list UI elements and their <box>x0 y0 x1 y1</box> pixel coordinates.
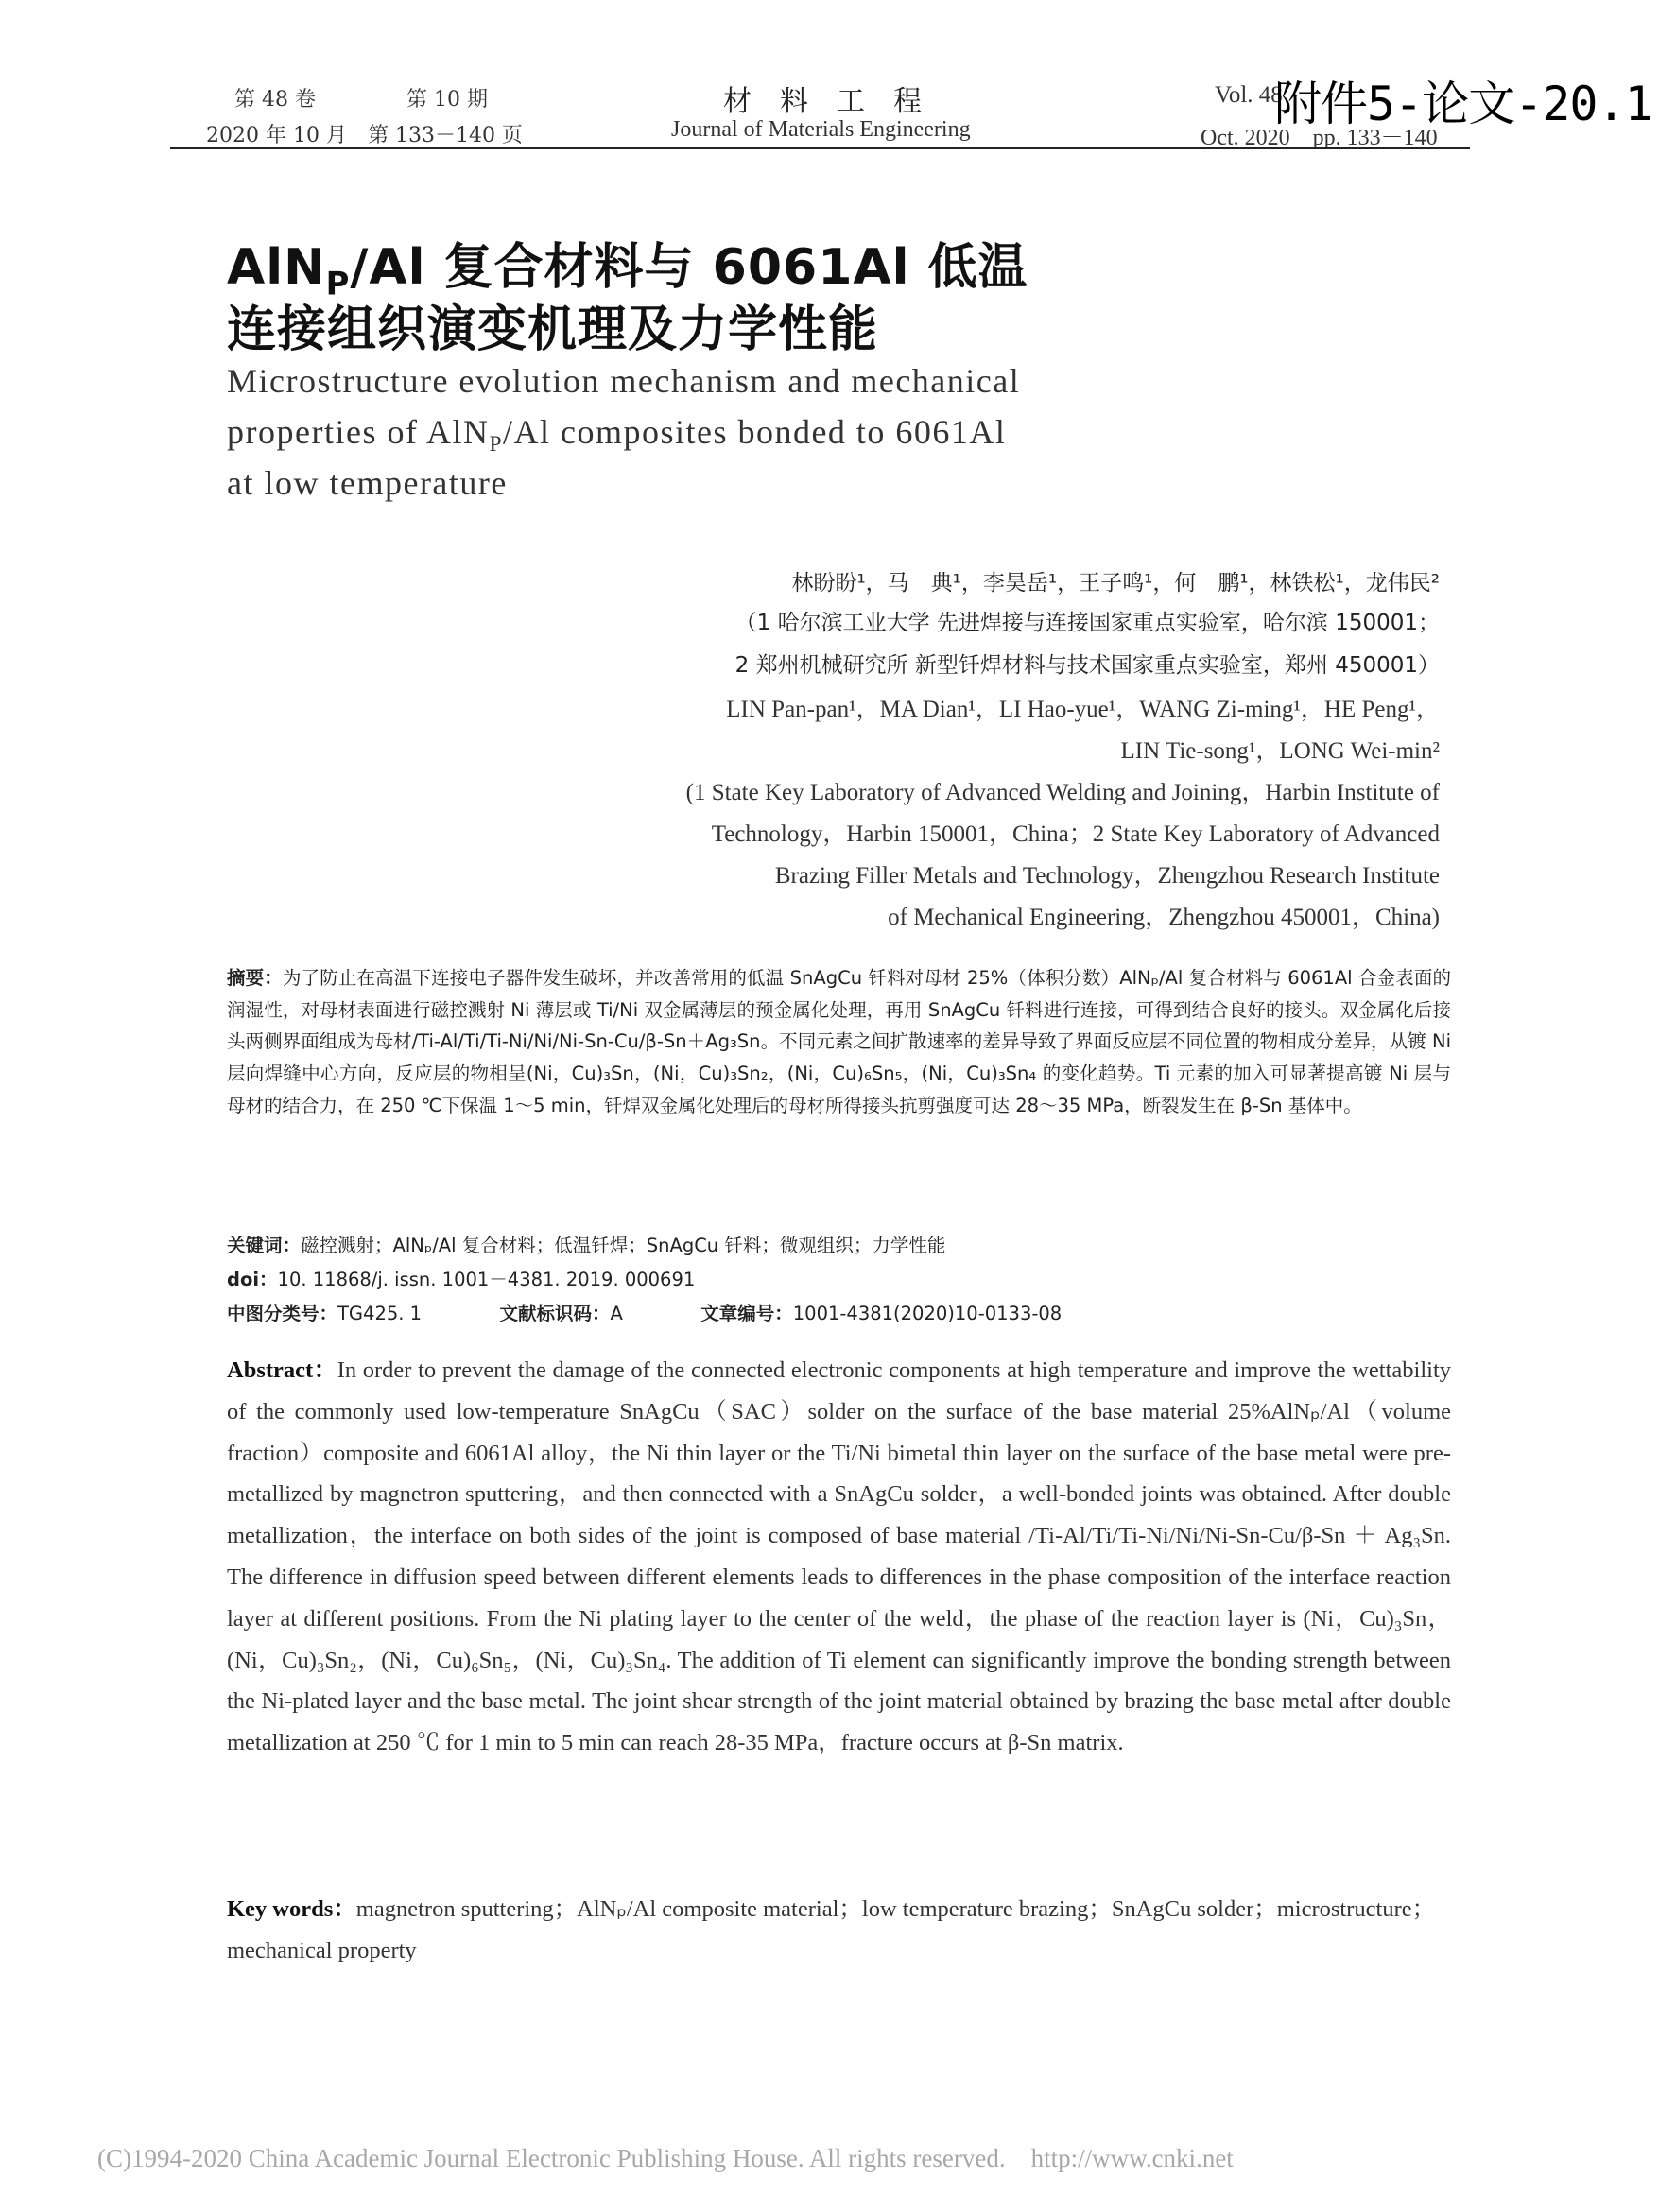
doi-text: 10. 11868/j. issn. 1001－4381. 2019. 000691 <box>277 1269 696 1290</box>
doi-label: doi： <box>227 1269 278 1290</box>
title-cn-rest: /Al 复合材料与 6061Al 低温 <box>350 239 1028 296</box>
footer-copyright: (C)1994-2020 China Academic Journal Electronic Publishing House. All rights reserved. <box>97 2144 1006 2172</box>
header-date-pages-cn: 2020 年 10 月 第 133－140 页 <box>206 124 523 147</box>
title-en-part-a: properties of AlN <box>227 413 490 451</box>
abstract-cn-label: 摘要： <box>227 967 283 989</box>
abstract-en-text: In order to prevent the damage of the connected electronic components at high temperature and improve the wettability of the commonly used low-temperature SnAgCu（SAC）solder on the surface of the base material 25%AlNₚ/Al（volume fraction）composite and 6061Al alloy，the Ni thin layer or the Ti/Ni bimetal thin layer on the surface of the base metal were pre-metallized by magnetron sputtering，and then connected with a SnAgCu solder，a well-bonded joints was obtained. After double metallization，the interface on both sides of the joint is composed of base material /Ti-Al/Ti/Ti-Ni/Ni/Ni-Sn-Cu/β-Sn ＋ Ag₃Sn. The difference in diffusion speed between different elements leads to differences in the phase composition of the interface reaction layer at different positions. From the Ni plating layer to the center of the weld，the phase of the reaction layer is (Ni，Cu)₃Sn，(Ni，Cu)₃Sn₂，(Ni，Cu)₆Sn₅，(Ni，Cu)₃Sn₄. The addition of Ti element can significantly improve the bonding strength between the Ni-plated layer and the base metal. The joint shear strength of the joint material obtained by brazing the base metal after double metallization at 250 ℃ for 1 min to 5 min can reach 28-35 MPa，fracture occurs at β-Sn matrix. <box>227 1357 1452 1756</box>
doi <box>227 1265 695 1291</box>
title-en-line2 <box>227 412 1006 458</box>
keywords-cn <box>227 1231 945 1257</box>
clc-value: TG425. 1 <box>337 1303 423 1324</box>
keywords-cn-label: 关键词： <box>227 1235 302 1256</box>
header-date-pages-en: Oct. 2020 pp. 133－140 <box>1201 126 1438 150</box>
affiliation-en-4: of Mechanical Engineering，Zhengzhou 450001，China) <box>888 905 1440 930</box>
article-number-value: 1001-4381(2020)10-0133-08 <box>792 1303 1063 1324</box>
authors-en-1: LIN Pan-pan¹，MA Dian¹，LI Hao-yue¹，WANG Zi-ming¹，HE Peng¹， <box>726 697 1440 722</box>
affiliation-en-3: Brazing Filler Metals and Technology，Zhengzhou Research Institute <box>774 863 1440 889</box>
affiliation-cn-2: 2 郑州机械研究所 新型钎焊材料与技术国家重点实验室，郑州 450001） <box>734 653 1440 678</box>
journal-title-cn: 材 料 工 程 <box>723 85 922 118</box>
keywords-en-label: Key words： <box>227 1896 356 1922</box>
title-en-part-b: /Al composites bonded to 6061Al <box>502 413 1007 451</box>
footer <box>97 2144 1234 2173</box>
title-cn-alnp: AlN <box>227 239 326 296</box>
keywords-cn-text: 磁控溅射；AlNₚ/Al 复合材料；低温钎焊；SnAgCu 钎料；微观组织；力学性能 <box>301 1235 946 1256</box>
title-cn-line2: 连接组织演变机理及力学性能 <box>227 302 879 358</box>
clc-label: 中图分类号： <box>227 1303 338 1324</box>
affiliation-en-1: (1 State Key Laboratory of Advanced Welding and Joining，Harbin Institute of <box>685 780 1440 805</box>
abstract-en-label: Abstract： <box>227 1357 337 1383</box>
abstract-cn-text: 为了防止在高温下连接电子器件发生破坏，并改善常用的低温 SnAgCu 钎料对母材 25%（体积分数）AlNₚ/Al 复合材料与 6061Al 合金表面的润湿性，对母材表面进行磁控溅射 Ni 薄层或 Ti/Ni 双金属薄层的预金属化处理，再用 SnAgCu 钎料进行连接，可得到结合良好的接头。双金属化后接头两侧界面组成为母材/Ti-Al/Ti/Ti-Ni/Ni/Ni-Sn-Cu/β-Sn＋Ag₃Sn。不同元素之间扩散速率的差异导致了界面反应层不同位置的物相成分差异，从镀 Ni 层向焊缝中心方向，反应层的物相呈(Ni，Cu)₃Sn，(Ni，Cu)₃Sn₂，(Ni，Cu)₆Sn₅，(Ni，Cu)₃Sn₄ 的变化趋势。Ti 元素的加入可显著提高镀 Ni 层与母材的结合力，在 250 ℃下保温 1～5 min，钎焊双金属化处理后的母材所得接头抗剪强度可达 28～35 MPa，断裂发生在 β-Sn 基体中。 <box>227 967 1451 1116</box>
title-en-line3: at low temperature <box>227 464 508 502</box>
attachment-stamp: 附件5-论文-20.1 <box>1274 77 1652 131</box>
title-en-line1: Microstructure evolution mechanism and mechanical <box>227 362 1021 400</box>
header-volume-en: Vol. 48 <box>1215 82 1283 108</box>
authors-cn: 林盼盼¹，马 典¹，李昊岳¹，王子鸣¹，何 鹏¹，林铁松¹，龙伟民² <box>791 571 1440 596</box>
authors-en-2: LIN Tie-song¹，LONG Wei-min² <box>1120 738 1440 764</box>
header-volume-cn: 第 48 卷 <box>234 88 316 112</box>
classification-line <box>227 1299 1062 1325</box>
doc-code-value: A <box>610 1303 623 1324</box>
title-en-sub: P <box>489 432 503 458</box>
abstract-en <box>227 1350 1451 1764</box>
header-issue-cn: 第 10 期 <box>406 88 488 112</box>
affiliation-en-2: Technology，Harbin 150001，China；2 State Key Laboratory of Advanced <box>711 821 1440 847</box>
affiliation-cn-1: （1 哈尔滨工业大学 先进焊接与连接国家重点实验室，哈尔滨 150001； <box>734 611 1440 635</box>
header-rule <box>170 147 1470 149</box>
footer-url[interactable]: http://www.cnki.net <box>1030 2144 1234 2172</box>
keywords-en <box>227 1889 1451 1972</box>
journal-title-en: Journal of Materials Engineering <box>671 117 971 142</box>
abstract-cn <box>227 962 1451 1122</box>
doc-code-label: 文献标识码： <box>499 1303 611 1324</box>
title-cn-sub: P <box>325 265 351 302</box>
keywords-en-text: magnetron sputtering；AlNₚ/Al composite material；low temperature brazing；SnAgCu solder；microstructure；mechanical property <box>227 1896 1436 1963</box>
article-number-label: 文章编号： <box>700 1303 793 1324</box>
